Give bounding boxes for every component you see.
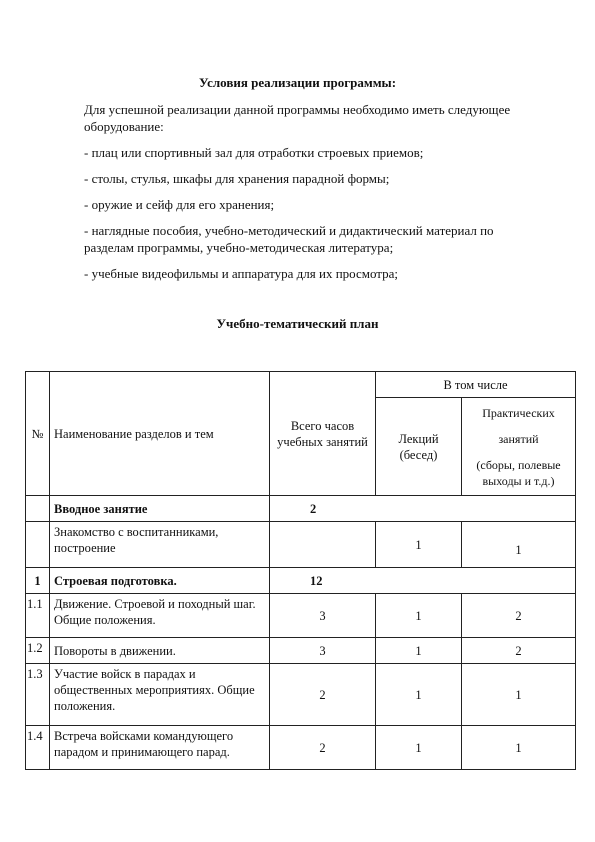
row-lectures: 1 (376, 664, 462, 726)
table-row (26, 594, 576, 638)
header-including: В том числе (376, 372, 576, 398)
row-lectures: 1 (376, 594, 462, 638)
row-name: Вводное занятие (50, 496, 270, 522)
equipment-item: - плац или спортивный зал для отработки строевых приемов; (84, 145, 424, 160)
header-practical (462, 398, 576, 496)
row-number (26, 496, 50, 522)
header-practical-line3: (сборы, полевые выходы и т.д.) (476, 457, 561, 488)
row-name: Встреча войсками командующего парадом и принимающего парад. (50, 726, 270, 770)
header-practical-line1: Практических (482, 405, 555, 420)
row-total: 2 (270, 496, 576, 522)
row-name: Знакомство с воспитанниками, построение (50, 522, 270, 568)
conditions-title: Условия реализации программы: (198, 75, 397, 90)
table-row (26, 496, 576, 522)
row-name: Движение. Строевой и походный шаг. Общие положения. (50, 594, 270, 638)
row-number: 1 (26, 568, 50, 594)
header-lectures: Лекций (бесед) (376, 398, 462, 496)
header-total-hours: Всего часов учебных занятий (270, 372, 376, 496)
equipment-item: - наглядные пособия, учебно-методический и дидактический материал по разделам программы, учебно-методическая литература; (84, 223, 494, 255)
table-row (26, 568, 576, 594)
row-name: Строевая подготовка. (50, 568, 270, 594)
row-number: 1.3 (26, 664, 50, 726)
row-total: 2 (270, 664, 376, 726)
row-number: 1.1 (26, 594, 50, 638)
conditions-section (84, 101, 544, 291)
header-number: № (26, 372, 50, 496)
row-total: 2 (270, 726, 376, 770)
row-lectures: 1 (376, 726, 462, 770)
row-total: 3 (270, 638, 376, 664)
row-total: 12 (270, 568, 576, 594)
row-name: Участие войск в парадах и общественных мероприятиях. Общие положения. (50, 664, 270, 726)
table-row (26, 522, 576, 568)
curriculum-table (25, 371, 576, 770)
plan-title: Учебно-тематический план (216, 316, 379, 331)
row-total: 3 (270, 594, 376, 638)
conditions-intro: Для успешной реализации данной программы необходимо иметь следующее оборудование: (84, 102, 511, 134)
row-practical: 1 (462, 522, 576, 568)
row-lectures: 1 (376, 522, 462, 568)
header-practical-line2: занятий (498, 431, 539, 446)
row-practical: 2 (462, 594, 576, 638)
row-practical: 1 (462, 664, 576, 726)
table-header-row (26, 372, 576, 398)
row-number: 1.4 (26, 726, 50, 770)
table-row (26, 638, 576, 664)
equipment-item: - учебные видеофильмы и аппаратура для их просмотра; (84, 266, 399, 281)
row-lectures: 1 (376, 638, 462, 664)
row-practical: 2 (462, 638, 576, 664)
row-practical: 1 (462, 726, 576, 770)
row-name: Повороты в движении. (50, 638, 270, 664)
row-number (26, 522, 50, 568)
header-name: Наименование разделов и тем (50, 372, 270, 496)
row-number: 1.2 (26, 638, 50, 664)
equipment-item: - столы, стулья, шкафы для хранения парадной формы; (84, 171, 390, 186)
row-total (270, 522, 376, 568)
table-row (26, 664, 576, 726)
table-row (26, 726, 576, 770)
equipment-item: - оружие и сейф для его хранения; (84, 197, 275, 212)
